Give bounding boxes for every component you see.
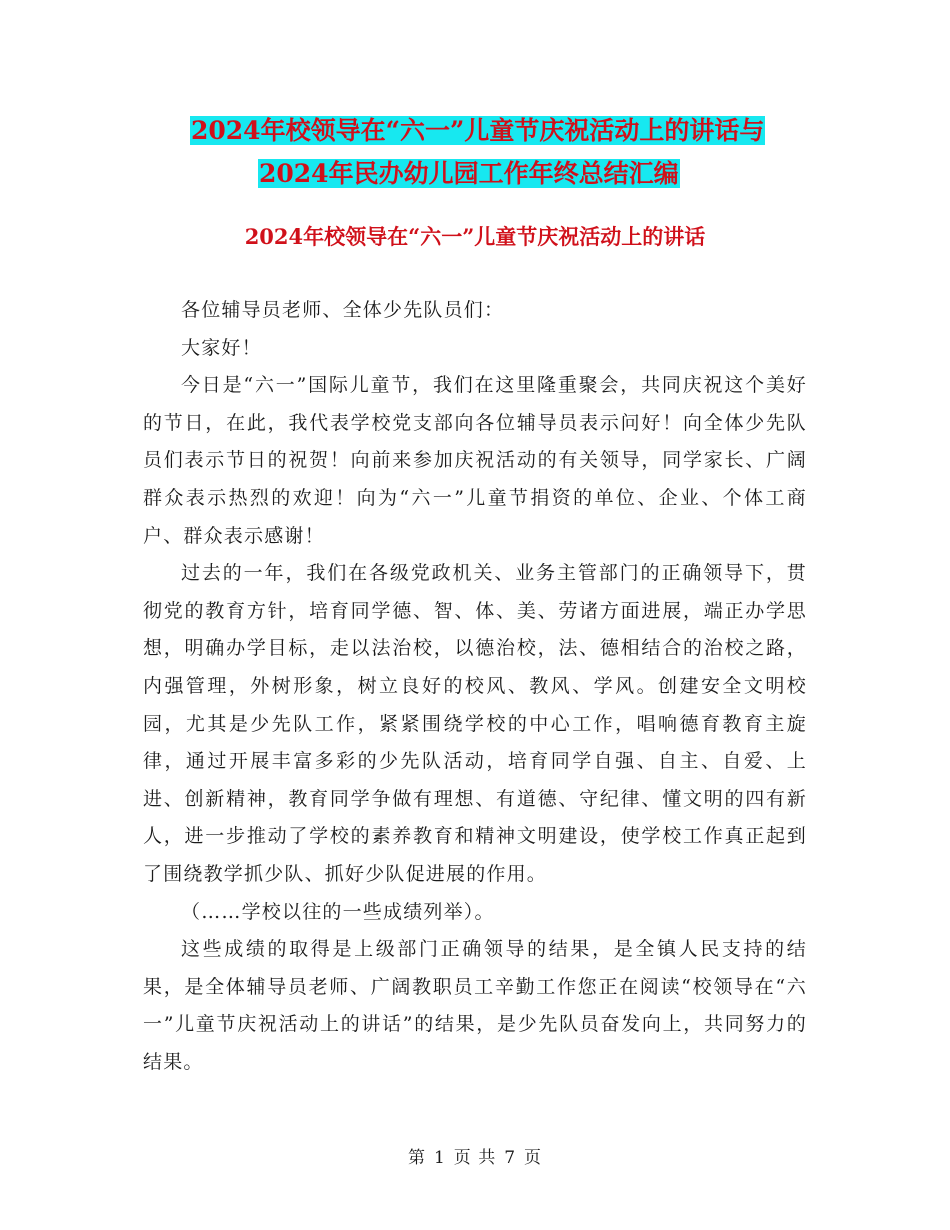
footer-suffix: 页: [524, 1148, 543, 1168]
opening-paragraph: 今日是“六一”国际儿童节，我们在这里隆重聚会，共同庆祝这个美好的节日，在此，我代表学校党支部向各位辅导员表示问好！向全体少先队员们表示节日的祝贺！向前来参加庆祝活动的有关领导，同学家长、广阔群众表示热烈的欢迎！向为“六一”儿童节捐资的单位、企业、个体工商户、群众表示感谢！: [143, 374, 807, 547]
document-title-line-1: [190, 114, 890, 148]
title-highlight-1: 2024年校领导在“六一”儿童节庆祝活动上的讲话与: [191, 116, 765, 145]
section-heading: 2024年校领导在“六一”儿童节庆祝活动上的讲话: [244, 224, 706, 249]
title-highlight-2: 2024年民办幼儿园工作年终总结汇编: [259, 159, 679, 188]
salutation-paragraph: 各位辅导员老师、全体少先队员们：: [181, 299, 505, 321]
footer-current-page: 1: [433, 1148, 446, 1168]
footer-total-pages: 7: [504, 1148, 517, 1168]
footer-middle: 页 共: [453, 1148, 497, 1168]
achievements-paragraph: 过去的一年，我们在各级党政机关、业务主管部门的正确领导下，贯彻党的教育方针，培育同学德、智、体、美、劳诸方面进展，端正办学思想，明确办学目标，走以法治校，以德治校，法、德相结合的治校之路，内强管理，外树形象，树立良好的校风、教风、学风。创建安全文明校园，尤其是少先队工作，紧紧围绕学校的中心工作，唱响德育教育主旋律，通过开展丰富多彩的少先队活动，培育同学自强、自主、自爱、上进、创新精神，教育同学争做有理想、有道德、守纪律、懂文明的四有新人，进一步推动了学校的素养教育和精神文明建设，使学校工作真正起到了围绕教学抓少队、抓好少队促进展的作用。: [143, 562, 807, 885]
speech-body: [143, 292, 807, 1081]
page-footer: [0, 1146, 950, 1170]
footer-prefix: 第: [407, 1148, 426, 1168]
achievements-list-note: （……学校以往的一些成绩列举）。: [181, 900, 495, 923]
greeting-paragraph: 大家好！: [181, 336, 262, 359]
results-paragraph: 这些成绩的取得是上级部门正确领导的结果，是全镇人民支持的结果，是全体辅导员老师、广阔教职员工辛勤工作您正在阅读“校领导在“六一”儿童节庆祝活动上的讲话”的结果，是少先队员奋发向上，共同努力的结果。: [143, 938, 807, 1073]
document-title-line-2: [258, 157, 950, 191]
